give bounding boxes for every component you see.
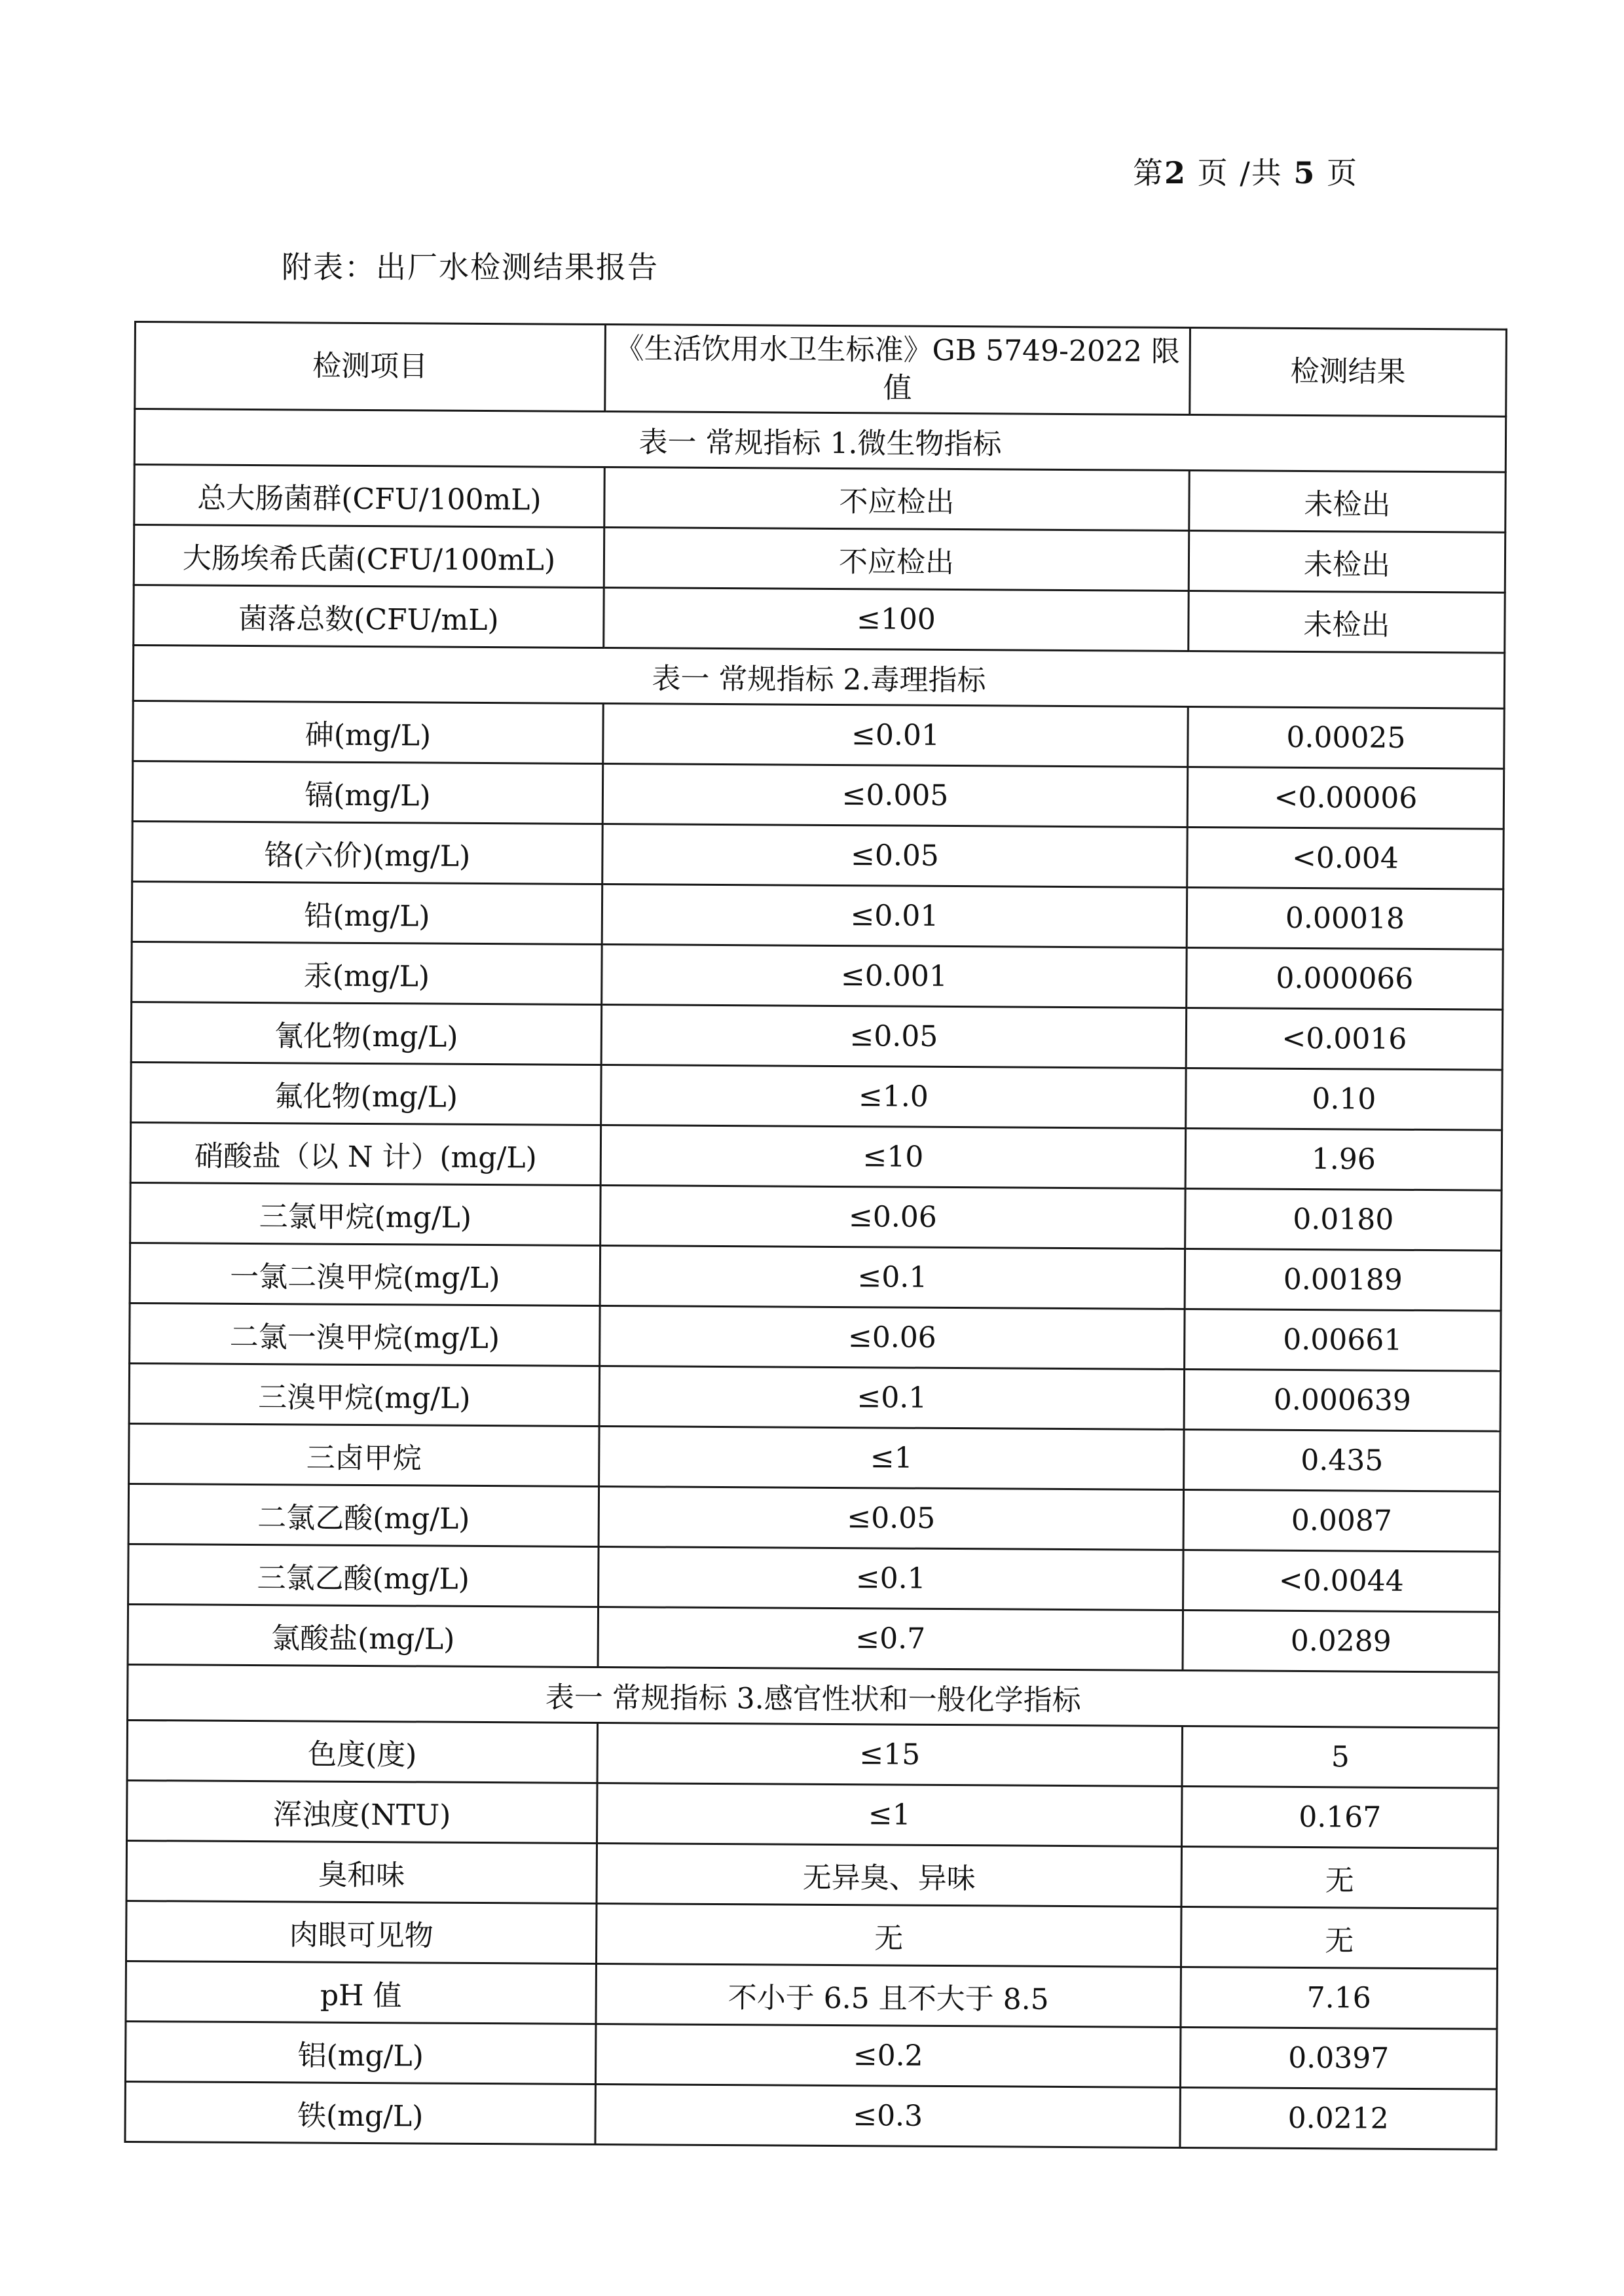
- cell-limit: ≤0.01: [602, 884, 1187, 948]
- table-row: [132, 761, 1504, 829]
- cell-item: 三氯甲烷(mg/L): [130, 1182, 601, 1245]
- table-row: [126, 1961, 1497, 2029]
- cell-limit: ≤0.06: [600, 1185, 1185, 1248]
- cell-result: 0.167: [1182, 1786, 1499, 1848]
- section-row: [128, 1664, 1499, 1728]
- results-table: [124, 321, 1507, 2151]
- cell-item: 氰化物(mg/L): [131, 1002, 602, 1065]
- cell-item: 三氯乙酸(mg/L): [128, 1544, 599, 1607]
- table-row: [130, 1303, 1501, 1371]
- cell-result: 0.0087: [1183, 1489, 1500, 1552]
- cell-result: 7.16: [1181, 1967, 1498, 2029]
- section-title: 表一 常规指标 2.毒理指标: [133, 646, 1504, 709]
- cell-item: 浑浊度(NTU): [127, 1780, 598, 1843]
- cell-limit: 不应检出: [604, 528, 1189, 591]
- table-row: [128, 1484, 1500, 1552]
- page-label-suffix: 页: [1327, 155, 1359, 191]
- table-row: [134, 465, 1505, 533]
- header-limit: 《生活饮用水卫生标准》GB 5749-2022 限值: [605, 325, 1190, 415]
- cell-limit: ≤0.1: [599, 1546, 1183, 1610]
- table-row: [126, 1840, 1498, 1908]
- table-row: [134, 525, 1505, 593]
- table-body: [125, 409, 1506, 2150]
- cell-item: 色度(度): [127, 1720, 598, 1783]
- cell-limit: ≤0.001: [602, 945, 1187, 1008]
- cell-item: 总大肠菌群(CFU/100mL): [134, 465, 605, 528]
- cell-limit: 无异臭、异味: [597, 1843, 1181, 1906]
- cell-limit: ≤1: [597, 1783, 1182, 1846]
- cell-limit: ≤0.7: [598, 1607, 1183, 1670]
- cell-item: 铝(mg/L): [125, 2021, 596, 2084]
- table-row: [130, 1243, 1501, 1311]
- page-label-prefix: 第: [1133, 155, 1164, 191]
- document-title: 附表：出厂水检测结果报告: [282, 249, 659, 285]
- section-title: 表一 常规指标 1.微生物指标: [134, 409, 1505, 473]
- cell-result: 0.10: [1186, 1068, 1503, 1130]
- cell-limit: ≤10: [600, 1125, 1185, 1188]
- cell-result: 1.96: [1185, 1128, 1502, 1190]
- cell-result: 5: [1182, 1726, 1499, 1788]
- cell-item: 汞(mg/L): [132, 941, 602, 1004]
- cell-item: 铬(六价)(mg/L): [132, 821, 603, 884]
- cell-item: 二氯乙酸(mg/L): [128, 1484, 599, 1546]
- cell-result: <0.0044: [1183, 1550, 1500, 1612]
- section-row: [134, 409, 1505, 473]
- section-row: [133, 646, 1504, 709]
- cell-result: <0.00006: [1187, 767, 1504, 829]
- cell-result: 0.00661: [1185, 1309, 1502, 1371]
- cell-result: 未检出: [1189, 531, 1505, 593]
- cell-item: 肉眼可见物: [126, 1901, 597, 1963]
- cell-limit: ≤0.1: [599, 1366, 1184, 1429]
- cell-limit: 不小于 6.5 且不大于 8.5: [596, 1963, 1181, 2027]
- cell-item: 二氯一溴甲烷(mg/L): [130, 1303, 600, 1366]
- cell-item: 三溴甲烷(mg/L): [129, 1363, 600, 1426]
- table-row: [126, 1901, 1498, 1969]
- cell-result: 无: [1181, 1906, 1498, 1969]
- cell-limit: ≤0.3: [595, 2084, 1180, 2147]
- table-row: [131, 1002, 1502, 1070]
- cell-item: 铁(mg/L): [125, 2081, 596, 2144]
- cell-limit: ≤0.05: [599, 1486, 1183, 1550]
- table-row: [127, 1720, 1498, 1788]
- total-pages: 5: [1293, 155, 1316, 191]
- table-row: [127, 1780, 1498, 1848]
- cell-result: 0.435: [1184, 1429, 1501, 1491]
- table-row: [133, 701, 1504, 769]
- cell-limit: ≤0.06: [600, 1305, 1185, 1369]
- cell-item: 铅(mg/L): [132, 881, 602, 944]
- cell-limit: ≤1.0: [601, 1065, 1186, 1129]
- table-row: [125, 2021, 1496, 2089]
- cell-item: pH 值: [126, 1961, 597, 2024]
- cell-item: 一氯二溴甲烷(mg/L): [130, 1243, 600, 1305]
- table-row: [132, 941, 1503, 1010]
- table-row: [131, 1062, 1502, 1130]
- cell-result: <0.004: [1187, 827, 1504, 889]
- cell-item: 镉(mg/L): [132, 761, 603, 824]
- table-row: [134, 585, 1505, 653]
- header-item: 检测项目: [135, 322, 606, 412]
- header-result: 检测结果: [1190, 328, 1507, 417]
- cell-result: 0.00025: [1188, 706, 1505, 769]
- table-row: [129, 1363, 1500, 1431]
- cell-limit: 无: [596, 1903, 1181, 1967]
- cell-result: 0.0212: [1180, 2087, 1497, 2149]
- cell-limit: ≤0.2: [595, 2024, 1180, 2087]
- page-indicator: [1133, 149, 1358, 192]
- cell-result: 0.0397: [1180, 2027, 1497, 2089]
- cell-limit: ≤1: [599, 1426, 1184, 1489]
- table-row: [130, 1182, 1502, 1250]
- page-label-mid: 页 /共: [1197, 155, 1283, 191]
- cell-limit: ≤15: [597, 1722, 1182, 1786]
- table-row: [130, 1122, 1502, 1190]
- cell-result: 0.0180: [1185, 1188, 1502, 1250]
- cell-item: 三卤甲烷: [129, 1423, 600, 1486]
- cell-result: 0.000639: [1184, 1369, 1501, 1431]
- cell-result: 0.000066: [1187, 947, 1504, 1010]
- cell-limit: ≤100: [604, 588, 1189, 651]
- cell-result: <0.0016: [1186, 1008, 1503, 1070]
- table-row: [128, 1604, 1499, 1672]
- cell-item: 砷(mg/L): [133, 701, 604, 763]
- table-row: [128, 1544, 1500, 1612]
- cell-item: 氟化物(mg/L): [131, 1062, 602, 1125]
- table-row: [125, 2081, 1496, 2149]
- cell-limit: ≤0.01: [603, 704, 1188, 767]
- cell-limit: ≤0.05: [602, 824, 1187, 888]
- cell-item: 氯酸盐(mg/L): [128, 1604, 599, 1667]
- table-row: [132, 881, 1503, 949]
- cell-limit: ≤0.005: [602, 764, 1187, 828]
- cell-limit: ≤0.05: [601, 1005, 1186, 1068]
- cell-result: 0.00189: [1185, 1248, 1502, 1311]
- cell-result: 0.0289: [1183, 1610, 1500, 1672]
- page-number: 2: [1164, 155, 1187, 191]
- section-title: 表一 常规指标 3.感官性状和一般化学指标: [128, 1664, 1499, 1728]
- cell-item: 硝酸盐（以 N 计）(mg/L): [130, 1122, 601, 1185]
- table-row: [132, 821, 1504, 889]
- cell-result: 未检出: [1189, 471, 1506, 533]
- cell-result: 0.00018: [1187, 887, 1504, 949]
- cell-item: 臭和味: [126, 1840, 597, 1903]
- header-row: [135, 322, 1507, 417]
- cell-limit: 不应检出: [604, 467, 1189, 531]
- cell-result: 无: [1181, 1846, 1498, 1908]
- table-row: [129, 1423, 1500, 1491]
- cell-item: 大肠埃希氏菌(CFU/100mL): [134, 525, 604, 588]
- cell-limit: ≤0.1: [600, 1245, 1185, 1309]
- cell-item: 菌落总数(CFU/mL): [134, 585, 604, 648]
- cell-result: 未检出: [1189, 591, 1505, 653]
